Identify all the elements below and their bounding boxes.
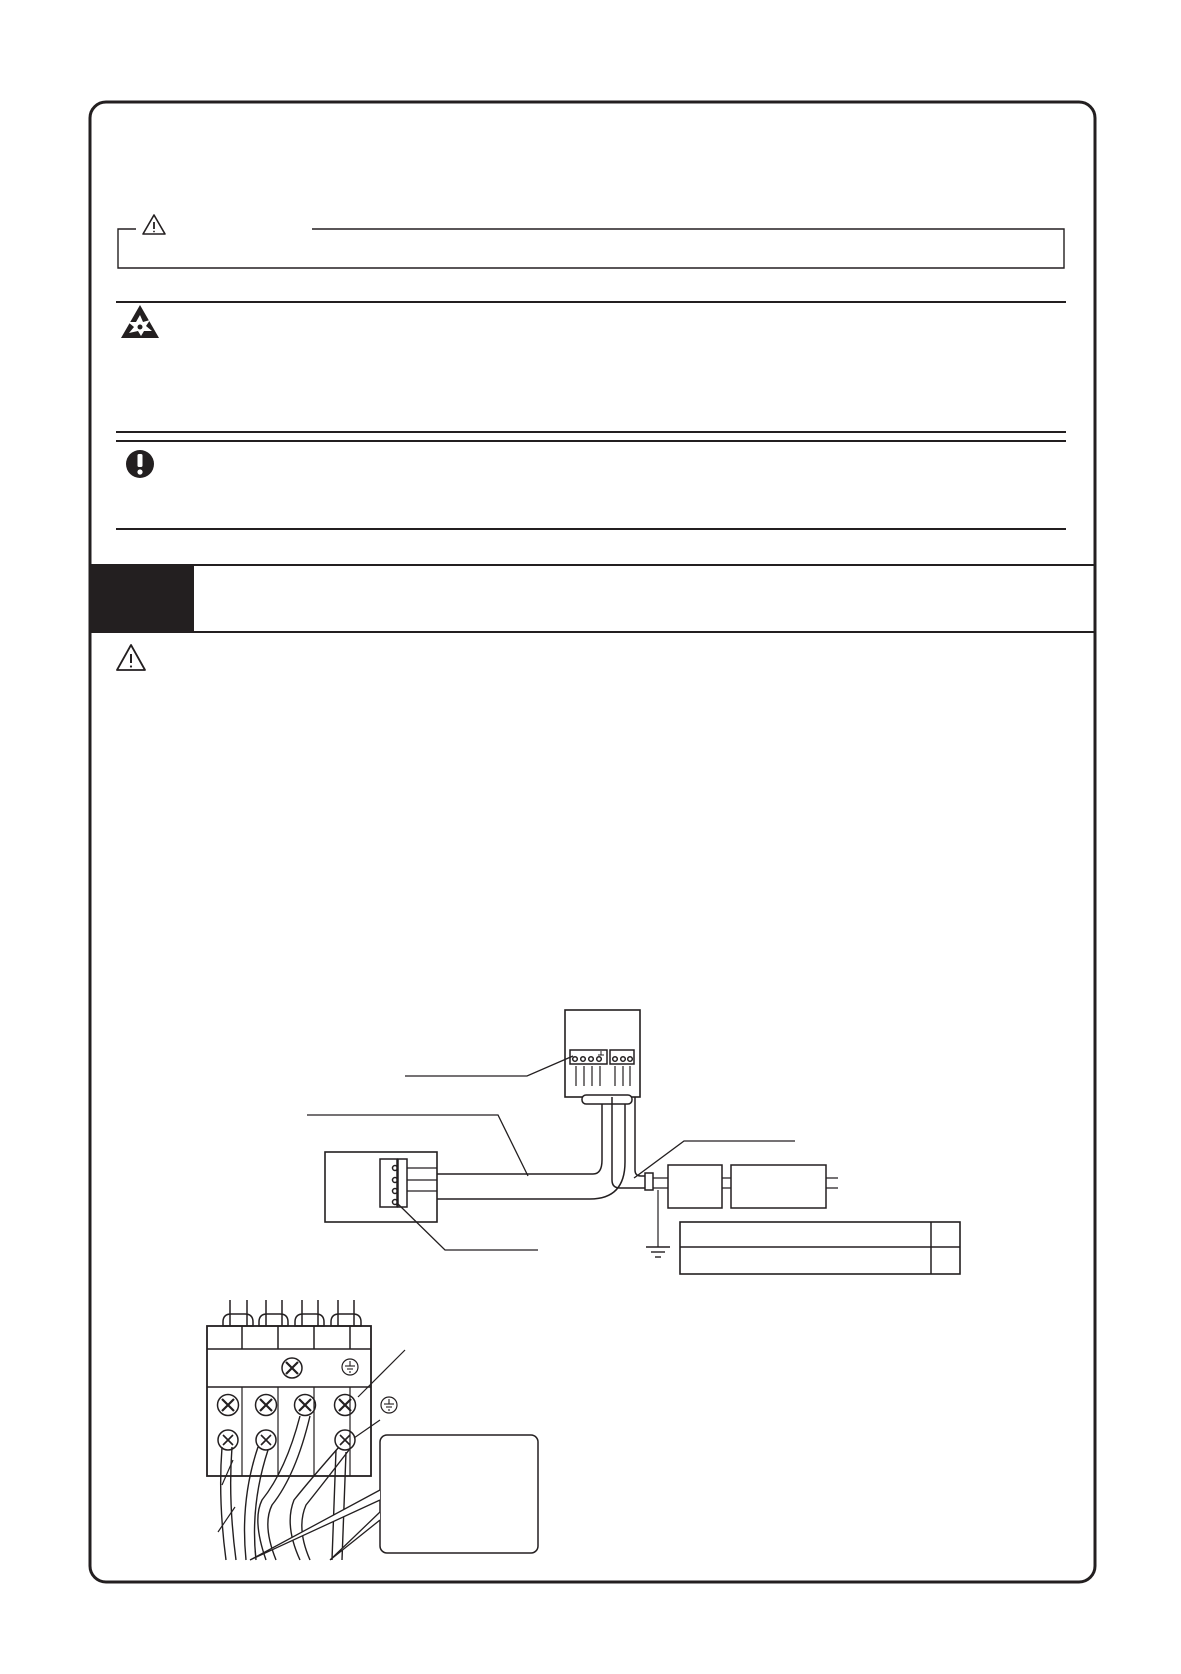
section-header-bar	[90, 565, 1095, 632]
explosion-icon	[121, 305, 159, 338]
ring-terminal	[256, 1430, 276, 1450]
connected-wires	[221, 1416, 349, 1560]
interconnecting-cable	[437, 1095, 632, 1199]
earth-ground-icon	[381, 1397, 397, 1413]
earth-leakage-breaker	[668, 1165, 722, 1208]
outdoor-unit-box	[565, 1010, 640, 1097]
warning-triangle-icon	[143, 215, 165, 234]
earth-ground-icon	[598, 1051, 604, 1055]
screw	[295, 1395, 316, 1416]
explosion-warning-block	[116, 302, 1066, 432]
leader-line	[405, 1056, 573, 1076]
main-switch-box	[731, 1165, 826, 1208]
section-number-block	[90, 565, 194, 632]
terminal-block-closeup	[207, 1300, 538, 1560]
specification-table	[680, 1222, 960, 1274]
leader-line	[398, 1204, 538, 1250]
page-frame	[90, 102, 1095, 1582]
leader-line	[307, 1115, 528, 1176]
mandatory-instruction-block	[116, 441, 1066, 529]
exclamation-circle-icon	[126, 450, 154, 478]
ring-terminal	[218, 1430, 238, 1450]
earth-ground-icon	[342, 1359, 358, 1375]
warning-triangle-icon	[117, 645, 145, 670]
leader-line	[354, 1420, 380, 1438]
earth-ground-icon	[646, 1247, 670, 1257]
leader-line	[358, 1350, 405, 1397]
indoor-unit-box	[325, 1152, 437, 1222]
screw	[335, 1395, 356, 1416]
screw	[218, 1395, 239, 1416]
screw	[256, 1395, 277, 1416]
power-supply-cable	[612, 1097, 653, 1190]
ring-terminal	[335, 1430, 355, 1450]
wiring-diagram	[307, 1010, 960, 1274]
leader-line	[634, 1141, 795, 1178]
caution-heading-box	[118, 215, 1064, 268]
screw	[282, 1358, 302, 1378]
